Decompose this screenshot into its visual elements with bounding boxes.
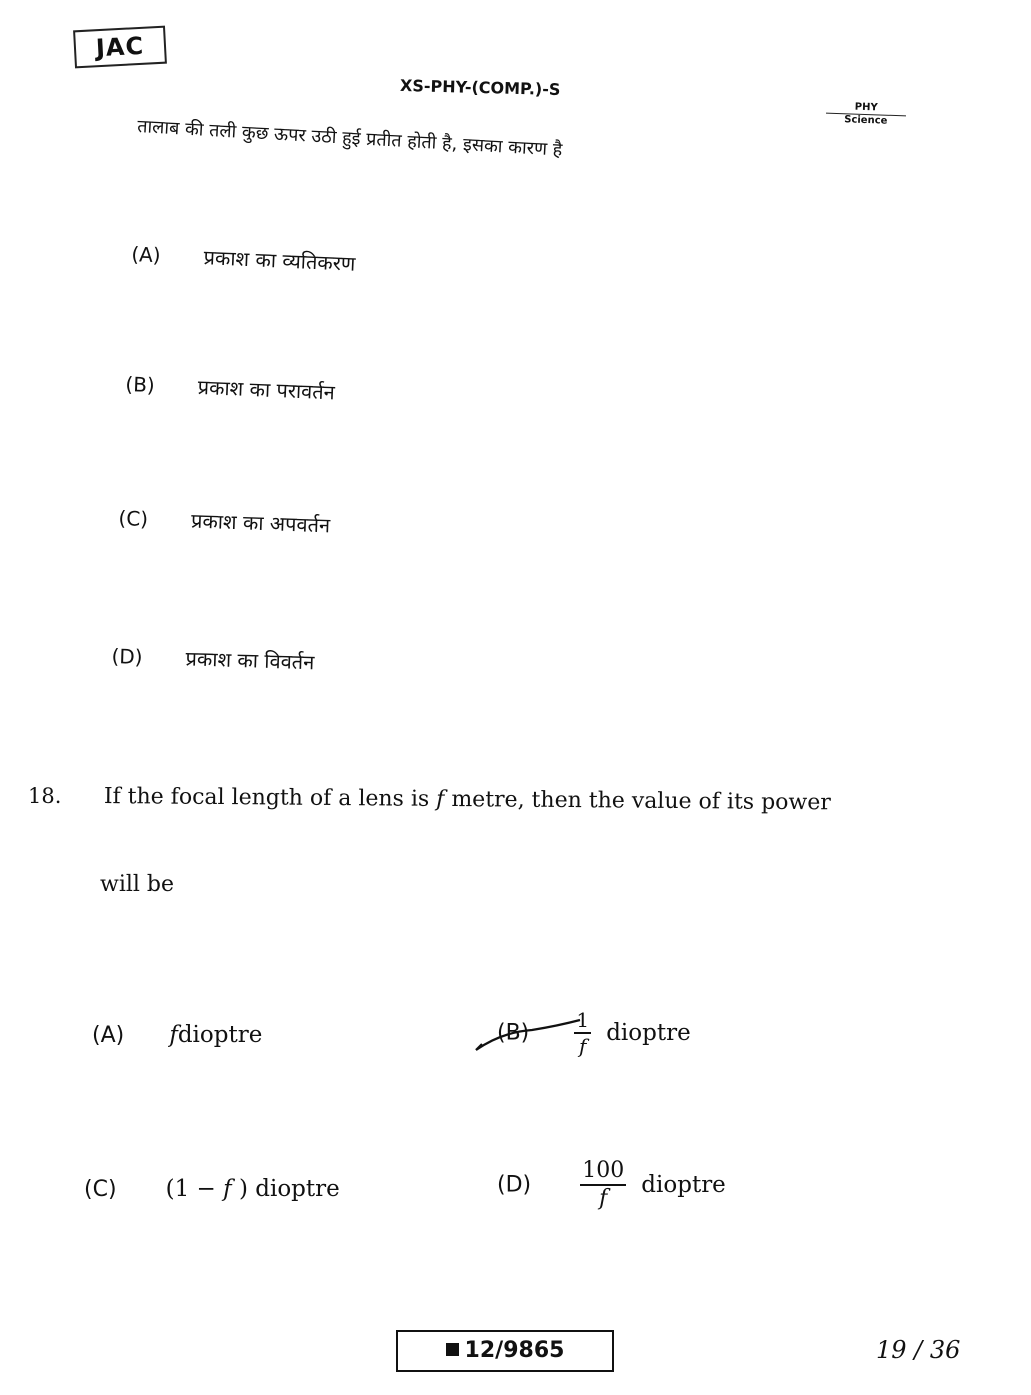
option-unit: dioptre bbox=[641, 1172, 726, 1198]
fraction-numerator: 1 bbox=[576, 1008, 590, 1032]
jac-logo-stamp: JAC bbox=[73, 26, 167, 69]
option-close: ) dioptre bbox=[231, 1176, 340, 1202]
q17-option-b bbox=[125, 370, 335, 405]
option-fraction bbox=[580, 1160, 626, 1210]
q18-text-var: f bbox=[436, 786, 445, 812]
option-letter: (B) bbox=[124, 371, 156, 398]
question-18-number: 18. bbox=[28, 784, 62, 808]
q17-option-a bbox=[131, 240, 356, 277]
black-square-icon bbox=[446, 1343, 459, 1356]
q18-option-a bbox=[92, 1022, 262, 1048]
option-open: (1 − bbox=[165, 1176, 224, 1202]
option-unit: dioptre bbox=[177, 1022, 263, 1048]
paper-code: XS-PHY-(COMP.)-S bbox=[399, 75, 561, 100]
q17-option-d bbox=[111, 642, 315, 675]
option-unit: dioptre bbox=[606, 1020, 691, 1046]
option-letter: (D) bbox=[111, 643, 143, 669]
booklet-code: 12/9865 bbox=[464, 1338, 565, 1363]
q18-option-d bbox=[497, 1160, 726, 1210]
q18-option-c bbox=[84, 1176, 340, 1202]
question-18-text-line2: will be bbox=[100, 872, 175, 897]
q18-text-before: If the focal length of a lens is bbox=[103, 784, 437, 812]
option-text: प्रकाश का विवर्तन bbox=[185, 646, 315, 675]
fraction-denominator: f bbox=[599, 1186, 608, 1211]
handwritten-strike-mark bbox=[472, 1016, 584, 1056]
subject-label-bottom: Science bbox=[844, 114, 888, 127]
option-text: प्रकाश का अपवर्तन bbox=[190, 508, 331, 538]
fraction-numerator: 100 bbox=[580, 1160, 626, 1186]
question-18-text-line1 bbox=[104, 784, 831, 815]
option-letter: (A) bbox=[130, 241, 162, 268]
subject-label-top: PHY bbox=[826, 101, 906, 117]
fraction-denominator: f bbox=[579, 1034, 587, 1058]
option-text: प्रकाश का परावर्तन bbox=[197, 374, 336, 405]
option-letter: (C) bbox=[118, 505, 149, 532]
option-letter: (B) bbox=[497, 1020, 530, 1046]
q18-text-after: metre, then the value of its power bbox=[444, 786, 831, 816]
option-text: प्रकाश का व्यतिकरण bbox=[203, 245, 356, 276]
subject-label bbox=[826, 101, 907, 129]
booklet-code-box bbox=[396, 1330, 614, 1372]
option-letter: (A) bbox=[92, 1023, 125, 1048]
option-letter: (D) bbox=[497, 1172, 532, 1198]
option-letter: (C) bbox=[84, 1177, 117, 1202]
option-var: f bbox=[223, 1176, 232, 1202]
q17-option-c bbox=[118, 504, 331, 538]
option-var: f bbox=[169, 1022, 178, 1048]
question-17-text: तालाब की तली कुछ ऊपर उठी हुई प्रतीत होती है, इसका कारण है bbox=[136, 115, 563, 161]
page-number: 19 / 36 bbox=[876, 1336, 961, 1364]
